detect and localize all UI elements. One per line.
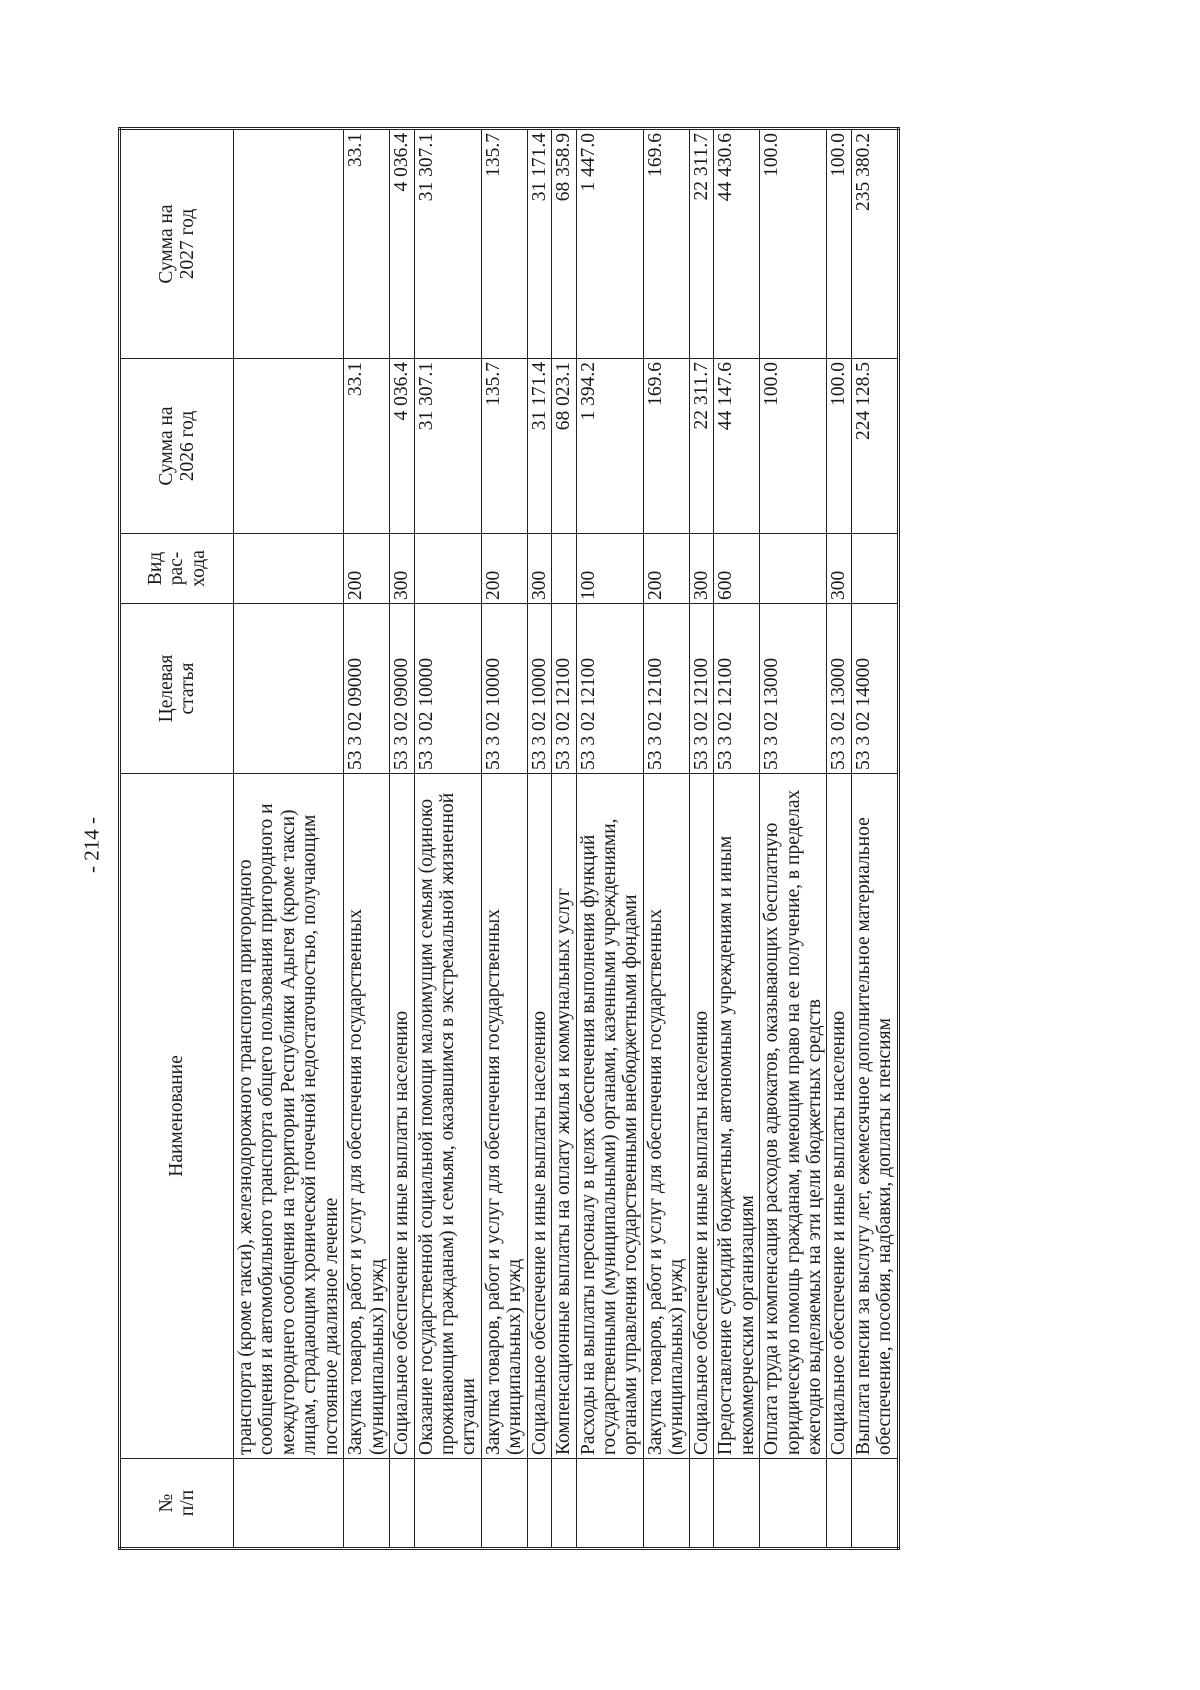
cell-sum-2026: 100.0 xyxy=(760,359,827,534)
cell-sum-2026: 44 147.6 xyxy=(714,359,760,534)
cell-sum-2027: 31 307.1 xyxy=(414,129,481,359)
cell-code: 53 3 02 12100 xyxy=(643,604,689,774)
cell-sum-2027: 31 171.4 xyxy=(527,129,551,359)
cell-sum-2026: 22 311.7 xyxy=(689,359,713,534)
cell-name: Выплата пенсии за выслугу лет, ежемесячное дополнительное материальное обеспечение, пособия, надбавки, доплаты к пенсиям xyxy=(851,774,898,1459)
cell-name: Социальное обеспечение и иные выплаты населению xyxy=(390,774,414,1459)
cell-sum-2026: 169.6 xyxy=(643,359,689,534)
table-row xyxy=(851,129,898,1549)
cell-sum-2027: 4 036.4 xyxy=(390,129,414,359)
cell-sum-2027: 235 380.2 xyxy=(851,129,898,359)
header-sum-2027-line1: Сумма на xyxy=(155,204,177,284)
header-code-line1: Целевая xyxy=(155,654,177,723)
cell-num xyxy=(414,1459,481,1549)
table-row xyxy=(481,129,527,1549)
cell-sum-2026: 33.1 xyxy=(344,359,390,534)
cell-sum-2027: 44 430.6 xyxy=(714,129,760,359)
cell-name: транспорта (кроме такси), железнодорожного транспорта пригородного сообщения и автомобильного транспорта общего пользования пригородного и междугороднего сообщения на территории Республики Адыгея (кроме такси) лицам, страдающим хронической почечной недостаточностью, получающим постоянное диализное лечение xyxy=(234,774,344,1459)
table-row xyxy=(643,129,689,1549)
cell-num xyxy=(827,1459,851,1549)
cell-code: 53 3 02 10000 xyxy=(481,604,527,774)
table-row xyxy=(414,129,481,1549)
table-row xyxy=(827,129,851,1549)
cell-sum-2027: 33.1 xyxy=(344,129,390,359)
header-name xyxy=(120,774,234,1459)
budget-table xyxy=(118,127,900,1550)
cell-code: 53 3 02 09000 xyxy=(390,604,414,774)
cell-name: Закупка товаров, работ и услуг для обеспечения государственных (муниципальных) нужд xyxy=(481,774,527,1459)
table-body xyxy=(234,129,899,1549)
cell-num xyxy=(714,1459,760,1549)
table-row xyxy=(760,129,827,1549)
cell-code: 53 3 02 14000 xyxy=(851,604,898,774)
cell-name: Закупка товаров, работ и услуг для обеспечения государственных (муниципальных) нужд xyxy=(643,774,689,1459)
cell-vr: 100 xyxy=(576,534,643,604)
cell-name: Компенсационные выплаты на оплату жилья и коммунальных услуг xyxy=(552,774,576,1459)
header-vr-line1: Вид xyxy=(144,551,166,586)
cell-num xyxy=(643,1459,689,1549)
header-sum-2027 xyxy=(120,129,234,359)
header-vr xyxy=(120,534,234,604)
cell-vr xyxy=(414,534,481,604)
header-sum-2026-line2: 2026 год xyxy=(177,410,198,482)
cell-num xyxy=(527,1459,551,1549)
cell-sum-2026: 68 023.1 xyxy=(552,359,576,534)
cell-vr: 200 xyxy=(481,534,527,604)
cell-name: Предоставление субсидий бюджетным, автономным учреждениям и иным некоммерческим организациям xyxy=(714,774,760,1459)
cell-vr xyxy=(234,534,344,604)
header-code xyxy=(120,604,234,774)
table-row xyxy=(234,129,344,1549)
header-num-line2: п/п xyxy=(177,1489,198,1517)
cell-sum-2027: 22 311.7 xyxy=(689,129,713,359)
header-vr-line2: рас- xyxy=(166,551,188,586)
cell-code: 53 3 02 12100 xyxy=(689,604,713,774)
cell-name: Социальное обеспечение и иные выплаты населению xyxy=(827,774,851,1459)
header-sum-2026 xyxy=(120,359,234,534)
table-row xyxy=(576,129,643,1549)
cell-sum-2027 xyxy=(234,129,344,359)
header-vr-line3: хода xyxy=(187,550,209,587)
table-row xyxy=(714,129,760,1549)
header-num-line1: № xyxy=(155,1493,177,1513)
cell-code: 53 3 02 12100 xyxy=(714,604,760,774)
cell-code: 53 3 02 12100 xyxy=(576,604,643,774)
cell-num xyxy=(851,1459,898,1549)
cell-sum-2027: 100.0 xyxy=(827,129,851,359)
cell-sum-2027: 68 358.9 xyxy=(552,129,576,359)
cell-vr: 300 xyxy=(827,534,851,604)
cell-sum-2027: 135.7 xyxy=(481,129,527,359)
cell-vr xyxy=(760,534,827,604)
cell-sum-2026: 224 128.5 xyxy=(851,359,898,534)
cell-num xyxy=(390,1459,414,1549)
cell-vr: 300 xyxy=(689,534,713,604)
cell-sum-2027: 100.0 xyxy=(760,129,827,359)
table-header-row xyxy=(120,129,234,1549)
header-name-label: Наименование xyxy=(166,1055,188,1177)
cell-num xyxy=(760,1459,827,1549)
cell-num xyxy=(344,1459,390,1549)
cell-vr: 600 xyxy=(714,534,760,604)
table-row xyxy=(344,129,390,1549)
cell-code xyxy=(234,604,344,774)
cell-sum-2026: 100.0 xyxy=(827,359,851,534)
budget-table-container xyxy=(118,130,1068,1550)
cell-code: 53 3 02 13000 xyxy=(827,604,851,774)
table-row xyxy=(390,129,414,1549)
cell-name: Оплата труда и компенсация расходов адвокатов, оказывающих бесплатную юридическую помощь гражданам, имеющим право на ее получение, в пределах ежегодно выделяемых на эти цели бюджетных средств xyxy=(760,774,827,1459)
header-sum-2026-line1: Сумма на xyxy=(155,406,177,486)
cell-vr xyxy=(851,534,898,604)
cell-name: Социальное обеспечение и иные выплаты населению xyxy=(527,774,551,1459)
cell-num xyxy=(234,1459,344,1549)
table-row xyxy=(689,129,713,1549)
cell-name: Расходы на выплаты персоналу в целях обеспечения выполнения функций государственными (муниципальными) органами, казенными учреждениями, органами управления государственными внебюджетными фондами xyxy=(576,774,643,1459)
cell-sum-2026: 31 307.1 xyxy=(414,359,481,534)
header-sum-2027-line2: 2027 год xyxy=(177,208,198,280)
cell-sum-2026: 31 171.4 xyxy=(527,359,551,534)
cell-sum-2026: 4 036.4 xyxy=(390,359,414,534)
cell-vr xyxy=(552,534,576,604)
table-row xyxy=(527,129,551,1549)
cell-num xyxy=(481,1459,527,1549)
cell-sum-2027: 169.6 xyxy=(643,129,689,359)
cell-code: 53 3 02 13000 xyxy=(760,604,827,774)
cell-vr: 200 xyxy=(643,534,689,604)
cell-code: 53 3 02 10000 xyxy=(527,604,551,774)
cell-name: Социальное обеспечение и иные выплаты населению xyxy=(689,774,713,1459)
cell-num xyxy=(576,1459,643,1549)
cell-vr: 300 xyxy=(390,534,414,604)
cell-sum-2026 xyxy=(234,359,344,534)
cell-vr: 200 xyxy=(344,534,390,604)
cell-num xyxy=(552,1459,576,1549)
cell-code: 53 3 02 12100 xyxy=(552,604,576,774)
cell-num xyxy=(689,1459,713,1549)
header-num xyxy=(120,1459,234,1549)
cell-sum-2027: 1 447.0 xyxy=(576,129,643,359)
header-code-line2: статья xyxy=(177,662,198,715)
cell-code: 53 3 02 10000 xyxy=(414,604,481,774)
cell-sum-2026: 135.7 xyxy=(481,359,527,534)
cell-code: 53 3 02 09000 xyxy=(344,604,390,774)
table-row xyxy=(552,129,576,1549)
cell-sum-2026: 1 394.2 xyxy=(576,359,643,534)
cell-name: Закупка товаров, работ и услуг для обеспечения государственных (муниципальных) нужд xyxy=(344,774,390,1459)
cell-vr: 300 xyxy=(527,534,551,604)
page-number: - 214 - xyxy=(79,817,104,873)
cell-name: Оказание государственной социальной помощи малоимущим семьям (одиноко проживающим гражданам) и семьям, оказавшимся в экстремальной жизненной ситуации xyxy=(414,774,481,1459)
